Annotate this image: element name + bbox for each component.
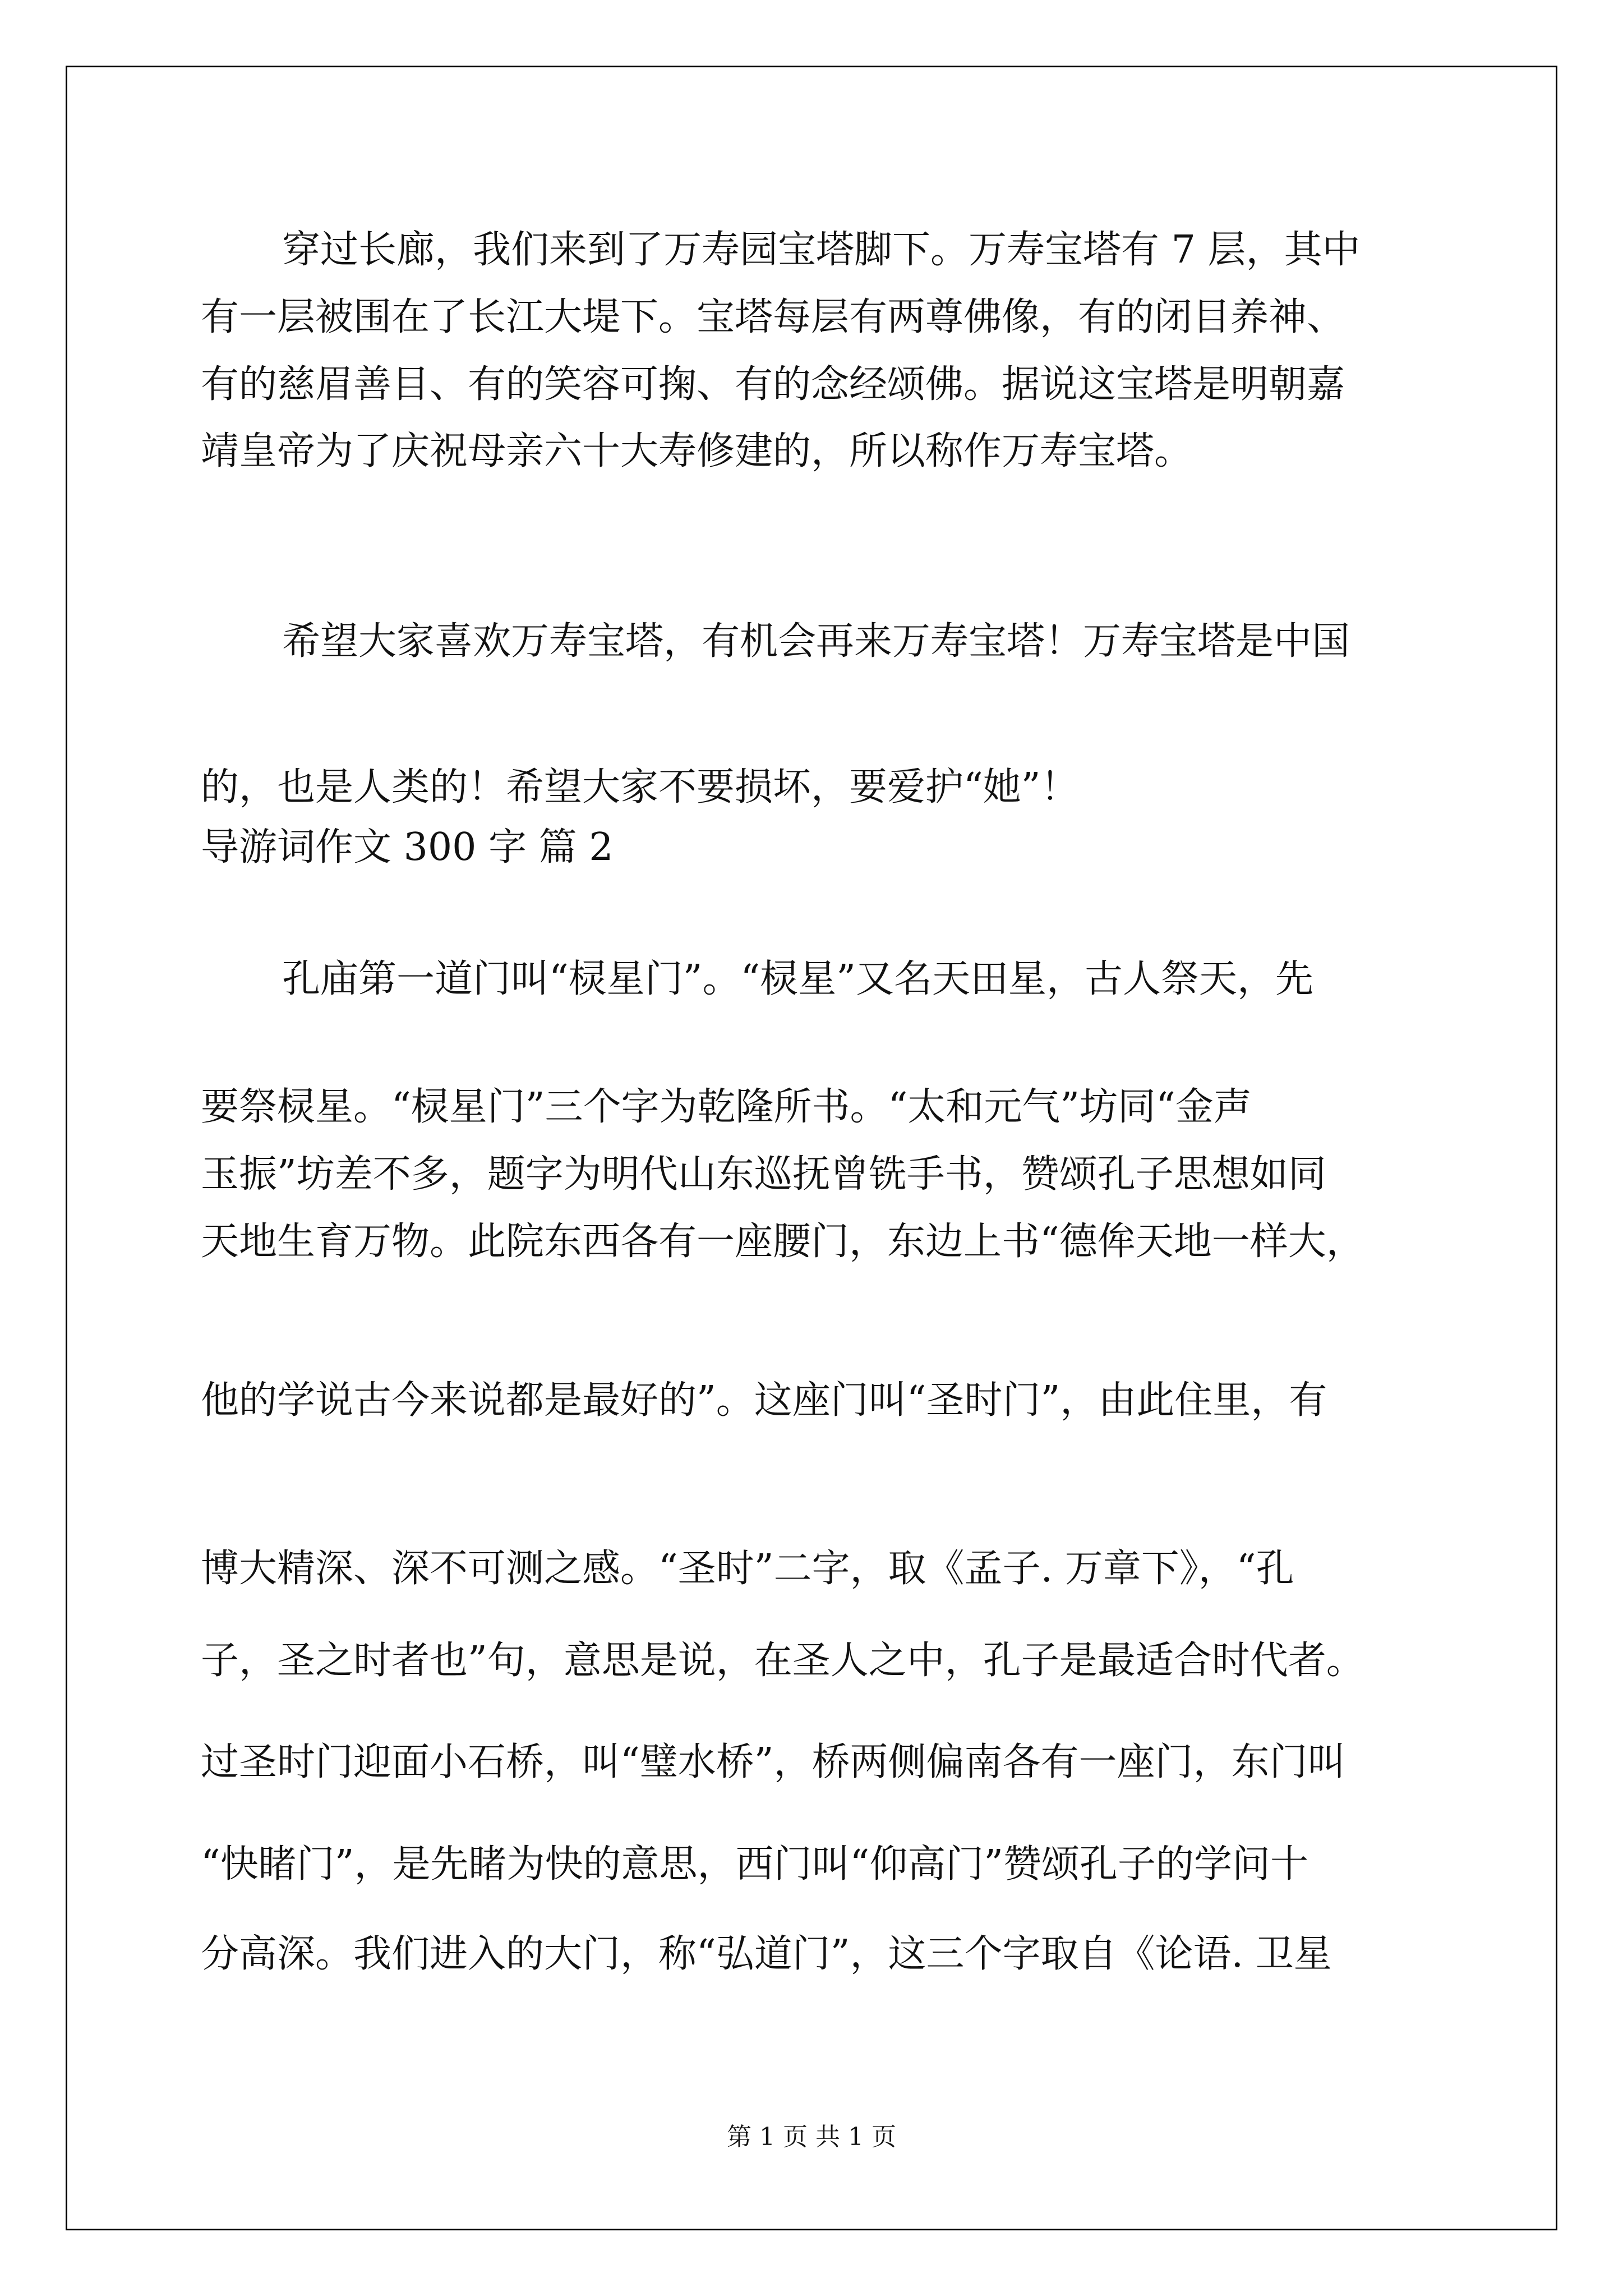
paragraph-line: 穿过长廊，我们来到了万寿园宝塔脚下。万寿宝塔有 7 层，其中 <box>282 228 1361 272</box>
paragraph-line: 博大精深、深不可测之感。“圣时”二字，取《孟子. 万章下》，“孔 <box>201 1547 1294 1591</box>
paragraph-line: 过圣时门迎面小石桥，叫“璧水桥”，桥两侧偏南各有一座门，东门叫 <box>201 1740 1346 1784</box>
paragraph-line: 子，圣之时者也”句，意思是说，在圣人之中，孔子是最适合时代者。 <box>201 1639 1364 1683</box>
paragraph-line: 他的学说古今来说都是最好的”。这座门叫“圣时门”，由此住里，有 <box>201 1378 1327 1423</box>
paragraph-line: 有一层被围在了长江大堤下。宝塔每层有两尊佛像，有的闭目养神、 <box>201 295 1345 339</box>
paragraph-line: 孔庙第一道门叫“棂星门”。“棂星”又名天田星，古人祭天，先 <box>282 957 1314 1001</box>
paragraph-line: 的，也是人类的！希望大家不要损坏，要爱护“她”！ <box>201 765 1079 809</box>
paragraph-line: 玉振”坊差不多，题字为明代山东巡抚曾铣手书，赞颂孔子思想如同 <box>201 1152 1326 1197</box>
paragraph-line: “快睹门”，是先睹为快的意思，西门叫“仰高门”赞颂孔子的学问十 <box>201 1842 1309 1887</box>
paragraph-line: 靖皇帝为了庆祝母亲六十大寿修建的，所以称作万寿宝塔。 <box>201 429 1193 473</box>
paragraph-line: 天地生育万物。此院东西各有一座腰门，东边上书“德侔天地一样大， <box>201 1220 1364 1264</box>
paragraph-line: 希望大家喜欢万寿宝塔，有机会再来万寿宝塔！万寿宝塔是中国 <box>282 619 1350 664</box>
section-heading: 导游词作文 300 字 篇 2 <box>201 825 614 869</box>
paragraph-line: 有的慈眉善目、有的笑容可掬、有的念经颂佛。据说这宝塔是明朝嘉 <box>201 362 1345 407</box>
page-footer: 第 1 页 共 1 页 <box>727 2123 896 2151</box>
paragraph-line: 要祭棂星。“棂星门”三个字为乾隆所书。“太和元气”坊同“金声 <box>201 1085 1252 1129</box>
paragraph-line: 分高深。我们进入的大门，称“弘道门”，这三个字取自《论语. 卫星 <box>201 1932 1332 1976</box>
